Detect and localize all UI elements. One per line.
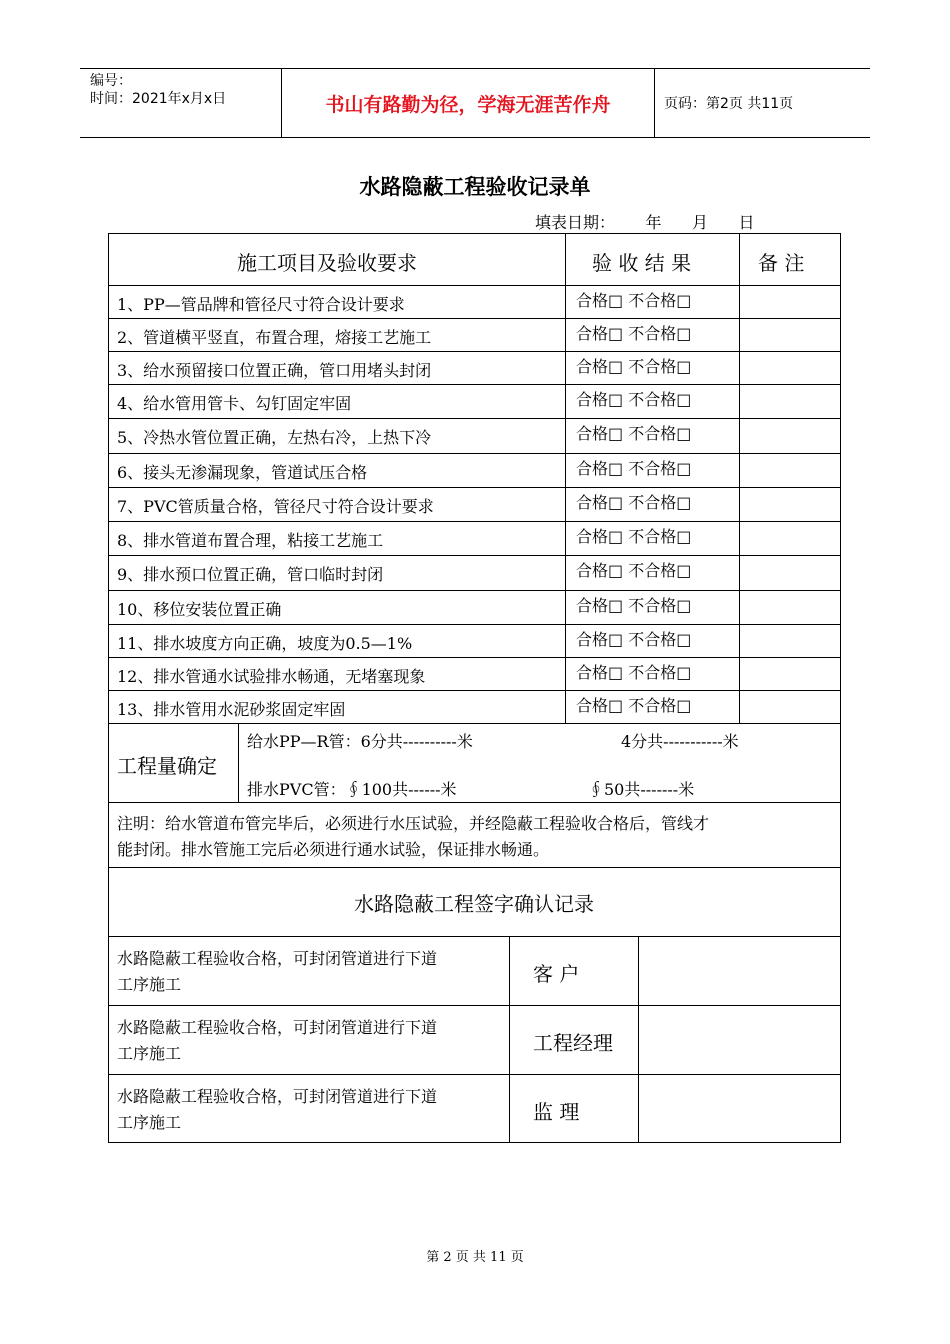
item-row-border xyxy=(108,690,841,691)
column-header-remark: 备 注 xyxy=(758,251,805,275)
item-requirement-3: 3、给水预留接口位置正确，管口用堵头封闭 xyxy=(117,361,432,380)
sign-row-border xyxy=(108,1142,841,1143)
item-result-checkbox-2: 合格□ 不合格□ xyxy=(576,324,692,343)
item-requirement-13: 13、排水管用水泥砂浆固定牢固 xyxy=(117,700,346,719)
item-requirement-12: 12、排水管通水试验排水畅通，无堵塞现象 xyxy=(117,667,426,686)
header-meta xyxy=(80,69,282,137)
table-left-border xyxy=(108,233,109,1143)
sign-statement-cont-3: 工序施工 xyxy=(117,1113,182,1132)
sign-statement-2: 水路隐蔽工程验收合格，可封闭管道进行下道 xyxy=(117,1018,438,1037)
quantity-drain-pvc-50: ∮50共-------米 xyxy=(588,780,695,799)
header-page-info: 页码：第2页 共11页 xyxy=(664,96,794,112)
quantity-label: 工程量确定 xyxy=(117,754,217,778)
result-col-divider xyxy=(565,233,566,724)
sign-row-border xyxy=(108,1005,841,1006)
item-requirement-10: 10、移位安装位置正确 xyxy=(117,600,282,619)
quantity-supply-pp: 给水PP—R管：6分共----------米 xyxy=(247,732,473,751)
note-line-1: 注明：给水管道布管完毕后，必须进行水压试验，并经隐蔽工程验收合格后，管线才 xyxy=(117,814,710,833)
header-motto: 书山有路勤为径，学海无涯苦作舟 xyxy=(282,69,655,137)
sign-role-1: 客 户 xyxy=(533,962,580,986)
item-row-border xyxy=(108,521,841,522)
item-row-border xyxy=(108,318,841,319)
column-header-item: 施工项目及验收要求 xyxy=(237,251,417,275)
table-right-border xyxy=(840,233,841,1143)
header-row-border xyxy=(108,285,841,286)
item-requirement-1: 1、PP—管品牌和管径尺寸符合设计要求 xyxy=(117,295,405,314)
note-row-border xyxy=(108,867,841,868)
sign-col-divider-1 xyxy=(509,936,510,1143)
sign-section-title: 水路隐蔽工程签字确认记录 xyxy=(354,892,594,916)
item-row-border xyxy=(108,624,841,625)
item-row-border xyxy=(108,418,841,419)
item-requirement-9: 9、排水预口位置正确，管口临时封闭 xyxy=(117,565,384,584)
item-requirement-6: 6、接头无渗漏现象，管道试压合格 xyxy=(117,463,368,482)
sign-statement-1: 水路隐蔽工程验收合格，可封闭管道进行下道 xyxy=(117,949,438,968)
item-result-checkbox-11: 合格□ 不合格□ xyxy=(576,630,692,649)
item-row-border xyxy=(108,555,841,556)
sign-role-3: 监 理 xyxy=(533,1100,580,1124)
quantity-supply-pp-4: 4分共-----------米 xyxy=(621,732,739,751)
item-row-border xyxy=(108,590,841,591)
time-label: 时间：2021年x月x日 xyxy=(90,91,227,107)
table-top-border xyxy=(108,233,841,234)
item-result-checkbox-13: 合格□ 不合格□ xyxy=(576,696,692,715)
sign-title-border xyxy=(108,936,841,937)
item-requirement-7: 7、PVC管质量合格，管径尺寸符合设计要求 xyxy=(117,497,434,516)
sign-statement-cont-1: 工序施工 xyxy=(117,975,182,994)
item-row-border xyxy=(108,384,841,385)
remark-col-divider xyxy=(739,233,740,724)
item-row-border xyxy=(108,351,841,352)
item-result-checkbox-7: 合格□ 不合格□ xyxy=(576,493,692,512)
quantity-drain-pvc-100: 排水PVC管：∮100共------米 xyxy=(247,780,457,799)
note-line-2: 能封闭。排水管施工完后必须进行通水试验，保证排水畅通。 xyxy=(117,840,550,859)
item-result-checkbox-9: 合格□ 不合格□ xyxy=(576,561,692,580)
sign-row-border xyxy=(108,1074,841,1075)
column-header-result: 验 收 结 果 xyxy=(592,251,692,275)
page-footer: 第 2 页 共 11 页 xyxy=(426,1250,524,1265)
document-title: 水路隐蔽工程验收记录单 xyxy=(359,175,591,199)
item-result-checkbox-8: 合格□ 不合格□ xyxy=(576,527,692,546)
page-header xyxy=(80,68,870,138)
item-row-border xyxy=(108,657,841,658)
item-result-checkbox-4: 合格□ 不合格□ xyxy=(576,390,692,409)
item-row-border xyxy=(108,453,841,454)
sign-statement-3: 水路隐蔽工程验收合格，可封闭管道进行下道 xyxy=(117,1087,438,1106)
sign-col-divider-2 xyxy=(638,936,639,1143)
item-result-checkbox-6: 合格□ 不合格□ xyxy=(576,459,692,478)
item-requirement-8: 8、排水管道布置合理，粘接工艺施工 xyxy=(117,531,384,550)
quantity-row-border xyxy=(108,802,841,803)
item-row-border xyxy=(108,723,841,724)
item-result-checkbox-12: 合格□ 不合格□ xyxy=(576,663,692,682)
item-requirement-5: 5、冷热水管位置正确，左热右冷，上热下冷 xyxy=(117,428,432,447)
item-result-checkbox-5: 合格□ 不合格□ xyxy=(576,424,692,443)
item-row-border xyxy=(108,487,841,488)
item-requirement-2: 2、管道横平竖直，布置合理，熔接工艺施工 xyxy=(117,328,432,347)
item-result-checkbox-1: 合格□ 不合格□ xyxy=(576,291,692,310)
item-result-checkbox-3: 合格□ 不合格□ xyxy=(576,357,692,376)
sign-statement-cont-2: 工序施工 xyxy=(117,1044,182,1063)
item-requirement-4: 4、给水管用管卡、勾钉固定牢固 xyxy=(117,394,352,413)
sign-role-2: 工程经理 xyxy=(533,1031,613,1055)
number-label: 编号： xyxy=(90,73,132,89)
item-result-checkbox-10: 合格□ 不合格□ xyxy=(576,596,692,615)
quantity-divider xyxy=(238,723,239,803)
item-requirement-11: 11、排水坡度方向正确，坡度为0.5—1% xyxy=(117,634,413,653)
fill-date-label: 填表日期： 年 月 日 xyxy=(535,213,755,232)
